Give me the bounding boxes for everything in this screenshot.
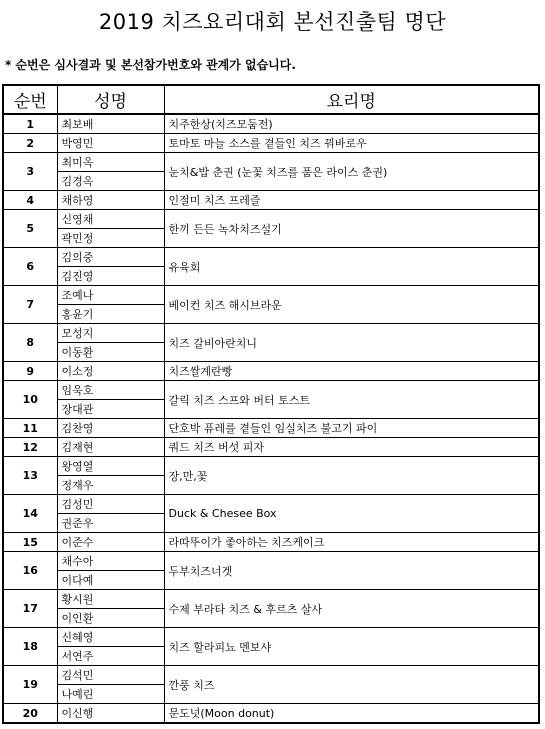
participant-name: 김의중 bbox=[57, 248, 164, 267]
entry-number: 20 bbox=[3, 704, 57, 724]
dish-name: 치즈쌀계란빵 bbox=[164, 362, 539, 381]
table-row bbox=[3, 495, 539, 514]
entry-number: 9 bbox=[3, 362, 57, 381]
participant-name: 나예린 bbox=[57, 685, 164, 704]
table-row bbox=[3, 590, 539, 609]
dish-name: 깐풍 치즈 bbox=[164, 666, 539, 704]
table-row bbox=[3, 286, 539, 305]
table-row bbox=[3, 666, 539, 685]
participant-name: 임욱호 bbox=[57, 381, 164, 400]
participant-name: 김재현 bbox=[57, 438, 164, 457]
table-row bbox=[3, 324, 539, 343]
table-row bbox=[3, 114, 539, 134]
participant-name: 권준우 bbox=[57, 514, 164, 533]
participant-name: 조예나 bbox=[57, 286, 164, 305]
entry-number: 19 bbox=[3, 666, 57, 704]
entry-number: 10 bbox=[3, 381, 57, 419]
participant-name: 이신행 bbox=[57, 704, 164, 724]
entry-number: 6 bbox=[3, 248, 57, 286]
participant-name: 모성지 bbox=[57, 324, 164, 343]
table-row bbox=[3, 153, 539, 172]
participant-name: 신영채 bbox=[57, 210, 164, 229]
finalist-table bbox=[2, 84, 540, 724]
participant-name: 최미옥 bbox=[57, 153, 164, 172]
participant-name: 채하영 bbox=[57, 191, 164, 210]
entry-number: 16 bbox=[3, 552, 57, 590]
participant-name: 최보배 bbox=[57, 114, 164, 134]
entry-number: 15 bbox=[3, 533, 57, 552]
table-body bbox=[3, 114, 539, 723]
participant-name: 황시원 bbox=[57, 590, 164, 609]
table-row bbox=[3, 457, 539, 476]
dish-name: 치주한상(치즈모둠전) bbox=[164, 114, 539, 134]
entry-number: 17 bbox=[3, 590, 57, 628]
dish-name: 단호박 퓨레를 곁들인 임실치즈 불고기 파이 bbox=[164, 419, 539, 438]
entry-number: 1 bbox=[3, 114, 57, 134]
participant-name: 이동환 bbox=[57, 343, 164, 362]
dish-name: 인절미 치즈 프레즐 bbox=[164, 191, 539, 210]
participant-name: 이인환 bbox=[57, 609, 164, 628]
participant-name: 이다예 bbox=[57, 571, 164, 590]
dish-name: 갈릭 치즈 스프와 버터 토스트 bbox=[164, 381, 539, 419]
participant-name: 김진영 bbox=[57, 267, 164, 286]
dish-name: Duck & Chesee Box bbox=[164, 495, 539, 533]
participant-name: 이소정 bbox=[57, 362, 164, 381]
dish-name: 치즈 할라피뇨 멘보샤 bbox=[164, 628, 539, 666]
dish-name: 토마토 마늘 소스를 곁들인 치즈 꿔바로우 bbox=[164, 134, 539, 153]
entry-number: 11 bbox=[3, 419, 57, 438]
table-row bbox=[3, 704, 539, 724]
table-row bbox=[3, 210, 539, 229]
participant-name: 김경옥 bbox=[57, 172, 164, 191]
participant-name: 김찬영 bbox=[57, 419, 164, 438]
disclaimer-note: * 순번은 심사결과 및 본선참가번호와 관계가 없습니다. bbox=[5, 58, 296, 72]
dish-name: 한끼 든든 녹차치즈설기 bbox=[164, 210, 539, 248]
table-row bbox=[3, 419, 539, 438]
entry-number: 12 bbox=[3, 438, 57, 457]
table-row bbox=[3, 362, 539, 381]
participant-name: 장대관 bbox=[57, 400, 164, 419]
entry-number: 7 bbox=[3, 286, 57, 324]
dish-name: 유육회 bbox=[164, 248, 539, 286]
participant-name: 왕영열 bbox=[57, 457, 164, 476]
participant-name: 신혜영 bbox=[57, 628, 164, 647]
participant-name: 홍윤기 bbox=[57, 305, 164, 324]
header-dish: 요리명 bbox=[164, 85, 539, 114]
table-row bbox=[3, 628, 539, 647]
table-row bbox=[3, 438, 539, 457]
table-row bbox=[3, 191, 539, 210]
table-row bbox=[3, 533, 539, 552]
header-number: 순번 bbox=[3, 85, 57, 114]
dish-name: 눈치&밥 춘권 (눈꽃 치즈를 품은 라이스 춘권) bbox=[164, 153, 539, 191]
dish-name: 두부치즈너겟 bbox=[164, 552, 539, 590]
table-row bbox=[3, 248, 539, 267]
dish-name: 장,만,꽃 bbox=[164, 457, 539, 495]
entry-number: 4 bbox=[3, 191, 57, 210]
participant-name: 김성민 bbox=[57, 495, 164, 514]
table-row bbox=[3, 381, 539, 400]
entry-number: 8 bbox=[3, 324, 57, 362]
table-row bbox=[3, 552, 539, 571]
participant-name: 채수아 bbox=[57, 552, 164, 571]
dish-name: 쿼드 치즈 버섯 피자 bbox=[164, 438, 539, 457]
page-title: 2019 치즈요리대회 본선진출팀 명단 bbox=[98, 10, 447, 34]
header-name: 성명 bbox=[57, 85, 164, 114]
dish-name: 라따뚜이가 좋아하는 치즈케이크 bbox=[164, 533, 539, 552]
table-row bbox=[3, 134, 539, 153]
participant-name: 김석민 bbox=[57, 666, 164, 685]
entry-number: 2 bbox=[3, 134, 57, 153]
dish-name: 베이컨 치즈 해시브라운 bbox=[164, 286, 539, 324]
participant-name: 박영민 bbox=[57, 134, 164, 153]
entry-number: 14 bbox=[3, 495, 57, 533]
header-row bbox=[3, 85, 539, 114]
dish-name: 치즈 갈비아란치니 bbox=[164, 324, 539, 362]
participant-name: 서연주 bbox=[57, 647, 164, 666]
participant-name: 곽민정 bbox=[57, 229, 164, 248]
entry-number: 3 bbox=[3, 153, 57, 191]
dish-name: 수제 부라타 치즈 & 후르츠 살사 bbox=[164, 590, 539, 628]
entry-number: 5 bbox=[3, 210, 57, 248]
entry-number: 18 bbox=[3, 628, 57, 666]
participant-name: 이준수 bbox=[57, 533, 164, 552]
entry-number: 13 bbox=[3, 457, 57, 495]
participant-name: 정재우 bbox=[57, 476, 164, 495]
dish-name: 문도넛(Moon donut) bbox=[164, 704, 539, 724]
